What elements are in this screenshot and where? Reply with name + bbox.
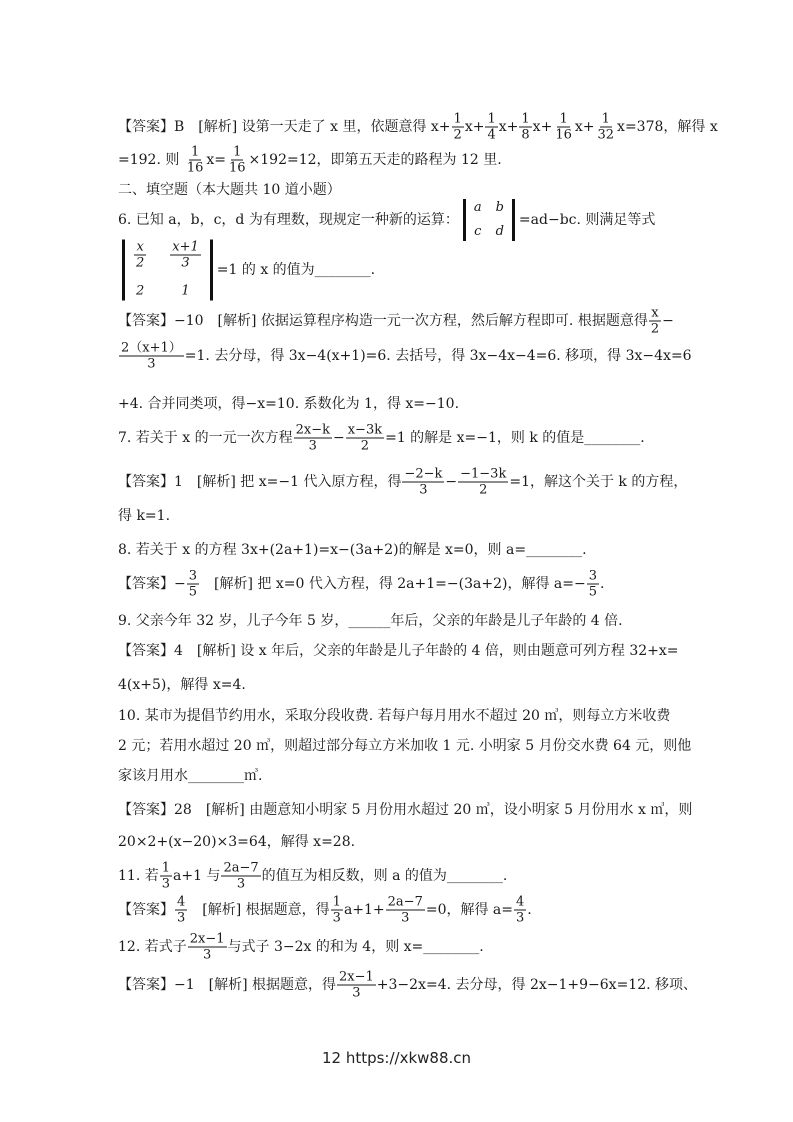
matrix-cell: a <box>473 200 482 215</box>
text-line <box>118 767 262 785</box>
text-run: =0，解得 a= <box>425 902 514 918</box>
fraction <box>553 112 574 143</box>
fraction-numerator: 1 <box>332 894 341 910</box>
text-run: x+ <box>498 119 519 135</box>
text-line <box>118 199 655 241</box>
fraction-numerator: 3 <box>588 568 597 584</box>
fraction-denominator: 2 <box>136 255 145 271</box>
fraction <box>119 341 184 372</box>
fraction-denominator: 3 <box>161 876 170 892</box>
fraction-denominator: 2 <box>479 482 488 498</box>
determinant-bar <box>512 199 515 241</box>
determinant-bar <box>210 240 213 301</box>
text-run: 的值互为相反数，则 a 的值为________. <box>261 868 508 884</box>
text-run: 【答案】 <box>118 902 174 918</box>
text-run: a+1 与 <box>173 868 221 884</box>
text-run: 【答案】28 [解析] 由题意知小明家 5 月份用水超过 20 ㎥，设小明家 5 月份用水 x ㎥，则 <box>118 802 693 818</box>
fraction-denominator: 5 <box>188 584 198 600</box>
fraction <box>452 112 464 143</box>
text-line <box>118 341 692 372</box>
fraction-denominator: 3 <box>147 356 156 372</box>
fraction-numerator: 2（x+1） <box>121 340 182 356</box>
fraction <box>596 112 617 143</box>
text-run: 7. 若关于 x 的一元一次方程 <box>118 430 293 446</box>
text-line <box>118 541 587 559</box>
text-run: x+ <box>532 119 553 135</box>
text-run: 得 k=1. <box>118 508 171 524</box>
matrix-cell: d <box>495 224 504 239</box>
fraction <box>170 240 201 271</box>
fraction <box>185 145 206 176</box>
fraction-numerator: 1 <box>233 144 242 160</box>
text-run: 【答案】− <box>118 576 186 592</box>
text-line <box>118 833 355 851</box>
text-run: +3−2x=4. 去分母，得 2x−1+9−6x=12. 移项、 <box>376 977 698 993</box>
fraction <box>175 895 187 926</box>
fraction-denominator: 4 <box>487 127 496 143</box>
fraction-numerator: 3 <box>188 568 198 584</box>
fraction-numerator: 1 <box>190 144 200 160</box>
fraction-numerator: 2x−1 <box>189 931 225 947</box>
fraction-numerator: 4 <box>516 894 525 910</box>
fraction-denominator: 2 <box>360 438 370 454</box>
text-run: − <box>332 430 345 446</box>
fraction <box>587 569 599 600</box>
text-run: 2 元；若用水超过 20 ㎥，则超过部分每立方米加收 1 元. 小明家 5 月份交水费 64 元，则他 <box>118 738 692 754</box>
text-run: =1，解这个关于 k 的方程， <box>509 474 688 490</box>
text-run: 20×2+(x−20)×3=64，解得 x=28. <box>118 834 356 850</box>
fraction-numerator: 1 <box>487 111 496 127</box>
fraction-denominator: 16 <box>229 160 246 176</box>
fraction <box>337 970 376 1001</box>
text-run: [解析] 根据题意，得 <box>188 902 330 918</box>
matrix-cell: b <box>495 200 504 215</box>
determinant <box>122 240 213 301</box>
text-run: =1 的 x 的值为________. <box>216 262 376 278</box>
fraction <box>386 895 425 926</box>
fraction-denominator: 32 <box>597 127 615 143</box>
fraction <box>134 240 146 271</box>
text-run: +4. 合并同类项，得−x=10. 系数化为 1，得 x=−10. <box>118 396 460 412</box>
text-line <box>118 569 604 600</box>
text-line <box>118 423 645 454</box>
text-run: 6. 已知 a，b，c，d 为有理数，现规定一种新的运算： <box>118 212 459 228</box>
text-run: 11. 若 <box>118 868 159 884</box>
text-run: 【答案】1 [解析] 把 x=−1 代入原方程，得 <box>118 474 402 490</box>
fraction <box>227 145 248 176</box>
fraction-numerator: x <box>136 239 144 255</box>
fraction-numerator: 4 <box>177 894 186 910</box>
fraction <box>187 569 199 600</box>
fraction-denominator: 16 <box>555 127 572 143</box>
text-run: x=378，解得 x <box>617 119 718 135</box>
text-run: x+ <box>464 119 485 135</box>
text-line <box>118 861 507 892</box>
fraction-denominator: 8 <box>521 127 530 143</box>
text-run: − <box>445 474 458 490</box>
text-line <box>118 801 692 819</box>
fraction <box>402 467 444 498</box>
text-run: =ad−bc. 则满足等式 <box>518 212 656 228</box>
matrix-cell: 1 <box>181 283 190 299</box>
text-line <box>118 507 170 525</box>
text-run: [解析] 把 x=0 代入方程，得 2a+1=−(3a+2)，解得 a=− <box>200 576 586 592</box>
fraction-numerator: 1 <box>521 111 530 127</box>
fraction <box>485 112 497 143</box>
determinant-grid <box>125 240 210 301</box>
text-line <box>118 895 532 926</box>
text-line <box>118 395 459 413</box>
fraction-denominator: 3 <box>332 910 341 926</box>
text-run: 10. 某市为提倡节约用水，采取分段收费. 若每户每月用水不超过 20 ㎥，则每立方米收费 <box>118 708 671 724</box>
matrix-cell: c <box>474 224 482 239</box>
text-run: 12. 若式子 <box>118 939 187 955</box>
fraction-numerator: −2−k <box>404 466 443 482</box>
fraction <box>331 895 343 926</box>
text-run: 8. 若关于 x 的方程 3x+(2a+1)=x−(3a+2)的解是 x=0，则 a=________. <box>118 542 587 558</box>
text-run: =1 的解是 x=−1，则 k 的值是________. <box>385 430 645 446</box>
text-line <box>118 181 341 199</box>
text-line <box>118 642 679 660</box>
text-run: =192. 则 <box>118 152 184 168</box>
fraction-denominator: 2 <box>650 321 660 337</box>
text-line <box>118 467 687 498</box>
fraction-numerator: x−3k <box>347 422 383 438</box>
fraction-denominator: 3 <box>352 985 361 1001</box>
fraction-denominator: 3 <box>516 910 525 926</box>
text-run: ×192=12，即第五天走的路程为 12 里. <box>248 152 502 168</box>
fraction <box>221 861 260 892</box>
text-run: . <box>599 576 605 592</box>
fraction-denominator: 3 <box>177 910 186 926</box>
text-run: 4(x+5)，解得 x=4. <box>118 677 246 693</box>
text-line <box>118 676 246 694</box>
text-run: 【答案】−1 [解析] 根据题意，得 <box>118 977 337 993</box>
fraction <box>649 306 661 337</box>
text-run: a+1+ <box>343 902 385 918</box>
text-line <box>118 240 375 301</box>
fraction-denominator: 3 <box>181 255 190 271</box>
text-run: 与式子 3−2x 的和为 4，则 x=________. <box>227 939 484 955</box>
fraction <box>294 423 332 454</box>
fraction-denominator: 2 <box>453 127 462 143</box>
text-run: 【答案】4 [解析] 设 x 年后，父亲的年龄是儿子年龄的 4 倍，则由题意可列方程 32+x= <box>118 643 679 659</box>
fraction <box>514 895 526 926</box>
fraction-numerator: 1 <box>559 111 568 127</box>
fraction <box>519 112 531 143</box>
fraction <box>458 467 508 498</box>
text-run: =1. 去分母，得 3x−4(x+1)=6. 去括号，得 3x−4x−4=6. 移项，得 3x−4x=6 <box>184 348 692 364</box>
fraction-numerator: 1 <box>453 111 462 127</box>
text-run: − <box>662 313 674 329</box>
fraction-numerator: 1 <box>601 111 610 127</box>
text-run: 二、填空题（本大题共 10 道小题） <box>118 182 341 198</box>
text-line <box>118 707 670 725</box>
fraction-numerator: x <box>651 305 659 321</box>
fraction-numerator: 1 <box>161 860 170 876</box>
fraction-denominator: 3 <box>401 910 410 926</box>
fraction <box>160 861 172 892</box>
fraction-denominator: 3 <box>308 438 317 454</box>
fraction-numerator: 2x−k <box>295 422 330 438</box>
fraction-numerator: 2a−7 <box>387 894 423 910</box>
text-line <box>118 737 691 755</box>
text-run: 【答案】−10 [解析] 依据运算程序构造一元一次方程，然后解方程即可. 根据题意得 <box>118 313 648 329</box>
fraction-numerator: x+1 <box>172 239 199 255</box>
fraction-numerator: −1−3k <box>460 466 507 482</box>
fraction-denominator: 3 <box>236 876 246 892</box>
text-run: . <box>527 902 532 918</box>
fraction-numerator: 2x−1 <box>339 969 374 985</box>
text-run: 【答案】B [解析] 设第一天走了 x 里，依题意得 x+ <box>118 119 451 135</box>
text-run: x+ <box>574 119 595 135</box>
text-line <box>118 970 697 1001</box>
text-line <box>118 145 502 176</box>
determinant <box>463 199 515 241</box>
fraction <box>346 423 384 454</box>
text-line <box>118 612 623 630</box>
matrix-cell: 2 <box>136 283 145 299</box>
fraction-denominator: 3 <box>202 947 212 963</box>
page-footer: 12 https://xkw88.cn <box>321 1049 472 1067</box>
fraction-numerator: 2a−7 <box>223 860 259 876</box>
text-run: 9. 父亲今年 32 岁，儿子今年 5 岁，______年后，父亲的年龄是儿子年龄的 4 倍. <box>118 613 623 629</box>
text-line <box>118 932 484 963</box>
fraction-denominator: 5 <box>588 584 597 600</box>
text-line <box>118 112 718 143</box>
fraction-denominator: 3 <box>419 482 428 498</box>
fraction <box>188 932 227 963</box>
text-run: 家该月用水________㎥. <box>118 768 263 784</box>
fraction-denominator: 16 <box>186 160 204 176</box>
text-run: x= <box>206 152 226 168</box>
determinant-grid <box>466 199 512 241</box>
text-line <box>118 306 674 337</box>
